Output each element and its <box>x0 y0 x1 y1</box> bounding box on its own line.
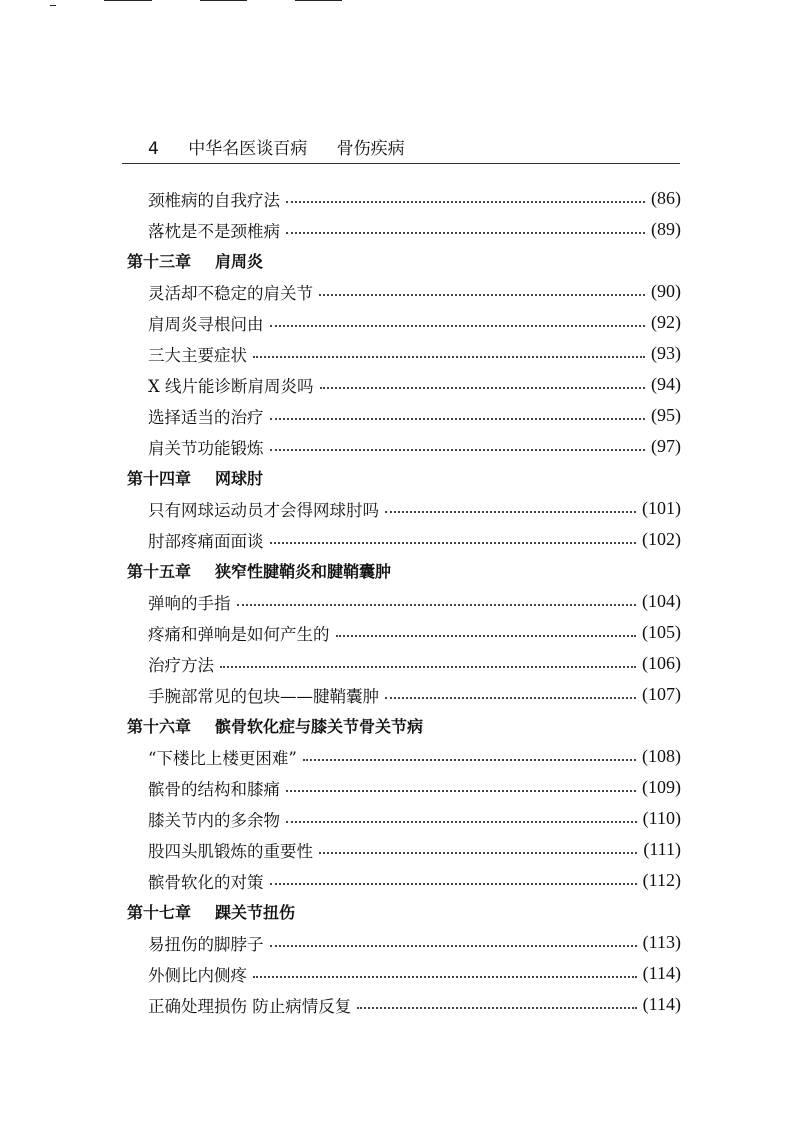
toc-chapter-heading <box>127 896 681 927</box>
entry-page: (86) <box>651 188 681 208</box>
dot-leader <box>286 790 636 792</box>
toc-entry <box>127 679 681 710</box>
entry-page: (101) <box>642 498 681 518</box>
toc-entry <box>127 927 681 958</box>
entry-title: 肘部疼痛面面谈 <box>148 531 264 551</box>
entry-page: (110) <box>642 808 681 828</box>
toc-entry <box>127 741 681 772</box>
running-header <box>148 134 405 159</box>
entry-title: 手腕部常见的包块——腱鞘囊肿 <box>148 686 379 706</box>
entry-page: (114) <box>642 963 681 983</box>
entry-title: 易扭伤的脚脖子 <box>148 934 264 954</box>
entry-page: (95) <box>651 405 681 425</box>
dot-leader <box>286 201 645 203</box>
dot-leader <box>303 759 636 761</box>
entry-page: (89) <box>651 219 681 239</box>
entry-page: (109) <box>642 777 681 797</box>
toc-entry <box>127 524 681 555</box>
scan-mark <box>104 0 152 1</box>
toc-entry <box>127 183 681 214</box>
chapter-title: 踝关节扭伤 <box>215 903 296 922</box>
entry-title: 三大主要症状 <box>148 345 247 365</box>
scan-mark <box>200 0 247 1</box>
entry-page: (94) <box>651 374 681 394</box>
entry-title: 疼痛和弹响是如何产生的 <box>148 624 330 644</box>
scan-mark <box>295 0 342 1</box>
toc-chapter-heading <box>127 710 681 741</box>
dot-leader <box>357 1007 636 1009</box>
entry-title: 股四头肌锻炼的重要性 <box>148 841 313 861</box>
entry-page: (90) <box>651 281 681 301</box>
dot-leader <box>385 511 636 513</box>
entry-title: 落枕是不是颈椎病 <box>148 221 280 241</box>
toc-entry <box>127 400 681 431</box>
table-of-contents <box>127 183 681 1020</box>
chapter-label: 第十六章 <box>127 717 192 736</box>
entry-title: 正确处理损伤 防止病情反复 <box>148 996 352 1016</box>
chapter-label: 第十四章 <box>127 469 192 488</box>
toc-entry <box>127 586 681 617</box>
header-rule <box>122 163 680 164</box>
entry-page: (114) <box>642 994 681 1014</box>
entry-page: (108) <box>642 746 681 766</box>
toc-entry <box>127 617 681 648</box>
entry-title: 治疗方法 <box>148 655 214 675</box>
chapter-title: 狭窄性腱鞘炎和腱鞘囊肿 <box>215 562 392 581</box>
chapter-label: 第十三章 <box>127 252 192 271</box>
toc-chapter-heading <box>127 462 681 493</box>
dot-leader <box>270 945 637 947</box>
entry-title: 肩关节功能锻炼 <box>148 438 264 458</box>
dot-leader <box>270 883 637 885</box>
dot-leader <box>286 821 637 823</box>
dot-leader <box>385 697 636 699</box>
toc-entry <box>127 803 681 834</box>
entry-page: (107) <box>642 684 681 704</box>
entry-title: 外侧比内侧疼 <box>148 965 247 985</box>
toc-entry <box>127 338 681 369</box>
toc-chapter-heading <box>127 555 681 586</box>
toc-entry <box>127 834 681 865</box>
series-title: 中华名医谈百病 <box>188 139 308 159</box>
toc-entry <box>127 989 681 1020</box>
entry-page: (104) <box>642 591 681 611</box>
entry-title: 髌骨软化的对策 <box>148 872 264 892</box>
dot-leader <box>336 635 637 637</box>
entry-page: (97) <box>651 436 681 456</box>
chapter-title: 肩周炎 <box>215 252 264 271</box>
entry-title: 灵活却不稳定的肩关节 <box>148 283 313 303</box>
entry-page: (92) <box>651 312 681 332</box>
dot-leader <box>320 387 646 389</box>
entry-title: 弹响的手指 <box>148 593 231 613</box>
chapter-title: 髌骨软化症与膝关节骨关节病 <box>215 717 424 736</box>
volume-title: 骨伤疾病 <box>336 139 405 159</box>
entry-page: (112) <box>642 870 681 890</box>
dot-leader <box>270 418 646 420</box>
entry-title: 肩周炎寻根问由 <box>148 314 264 334</box>
toc-entry <box>127 307 681 338</box>
entry-page: (102) <box>642 529 681 549</box>
chapter-label: 第十七章 <box>127 903 192 922</box>
entry-page: (106) <box>642 653 681 673</box>
toc-entry <box>127 772 681 803</box>
toc-entry <box>127 276 681 307</box>
dot-leader <box>253 976 637 978</box>
entry-title: 膝关节内的多余物 <box>148 810 280 830</box>
dot-leader <box>319 294 645 296</box>
entry-page: (111) <box>643 839 681 859</box>
dot-leader <box>270 325 646 327</box>
page-number: 4 <box>148 139 159 159</box>
toc-entry <box>127 865 681 896</box>
dot-leader <box>220 666 636 668</box>
dot-leader <box>270 449 646 451</box>
chapter-label: 第十五章 <box>127 562 192 581</box>
entry-title: 只有网球运动员才会得网球肘吗 <box>148 500 379 520</box>
dot-leader <box>270 542 637 544</box>
dot-leader <box>253 356 645 358</box>
entry-title: “下楼比上楼更困难” <box>148 748 297 768</box>
dot-leader <box>286 232 645 234</box>
entry-page: (93) <box>651 343 681 363</box>
dot-leader <box>319 852 637 854</box>
entry-page: (105) <box>642 622 681 642</box>
toc-entry <box>127 369 681 400</box>
toc-entry <box>127 493 681 524</box>
toc-entry <box>127 431 681 462</box>
entry-title: 颈椎病的自我疗法 <box>148 190 280 210</box>
dot-leader <box>237 604 637 606</box>
entry-title: 髌骨的结构和膝痛 <box>148 779 280 799</box>
toc-entry <box>127 958 681 989</box>
toc-entry <box>127 214 681 245</box>
entry-page: (113) <box>642 932 681 952</box>
toc-chapter-heading <box>127 245 681 276</box>
entry-title: X 线片能诊断肩周炎吗 <box>148 376 314 396</box>
chapter-title: 网球肘 <box>215 469 264 488</box>
scan-mark <box>50 5 56 6</box>
toc-entry <box>127 648 681 679</box>
entry-title: 选择适当的治疗 <box>148 407 264 427</box>
